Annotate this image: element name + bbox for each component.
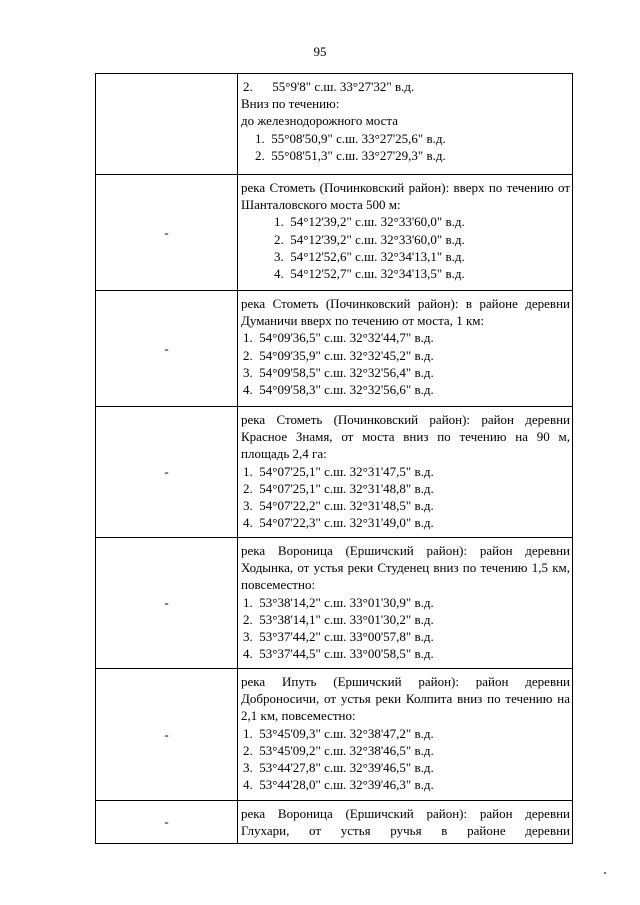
- row-description: река Стометь (Починковский район): в районе деревни Думаничи вверх по течению от моста, 1 км:: [241, 296, 570, 329]
- row-content-cell: [238, 801, 573, 844]
- coordinate-line: 4. 54°12'52,7" с.ш. 32°34'13,5" в.д.: [274, 266, 465, 282]
- coordinate-line: 1. 54°07'25,1" с.ш. 32°31'47,5" в.д.: [243, 463, 434, 479]
- table-row: [96, 538, 573, 669]
- row-marker-cell: [96, 74, 238, 175]
- row-marker-cell: -: [96, 175, 238, 291]
- coordinate-line: 1. 54°12'39,2" с.ш. 32°33'60,0" в.д.: [274, 214, 465, 230]
- row-text-line: до железнодорожного моста: [241, 113, 398, 129]
- row-content-cell: [238, 407, 573, 538]
- row-marker-cell: -: [96, 291, 238, 407]
- coordinate-line: 2. 54°12'39,2" с.ш. 32°33'60,0" в.д.: [274, 231, 465, 247]
- table-row: [96, 74, 573, 175]
- row-description: река Вороница (Ершичский район): район деревни Ходынка, от устья реки Студенец вниз по течению 1,5 км, повсеместно:: [241, 543, 570, 593]
- coordinate-line: 3. 54°07'22,2" с.ш. 32°31'48,5" в.д.: [243, 498, 434, 514]
- row-content-cell: [238, 291, 573, 407]
- coordinate-line: 3. 54°09'58,5" с.ш. 32°32'56,4" в.д.: [243, 364, 434, 380]
- row-text-line: Вниз по течению:: [241, 96, 340, 112]
- coordinate-line: 2. 53°45'09,2" с.ш. 32°38'46,5" в.д.: [243, 742, 434, 758]
- table-row: [96, 669, 573, 801]
- row-description: река Стометь (Починковский район): район деревни Красное Знамя, от моста вниз по течению на 90 м, площадь 2,4 га:: [241, 412, 570, 462]
- table-row: [96, 291, 573, 407]
- row-marker-cell: -: [96, 407, 238, 538]
- coordinate-line: 2. 53°38'14,1" с.ш. 33°01'30,2" в.д.: [243, 611, 434, 627]
- coordinate-line: 3. 53°44'27,8" с.ш. 32°39'46,5" в.д.: [243, 760, 434, 776]
- row-content-cell: [238, 538, 573, 669]
- row-description: река Стометь (Починковский район): вверх по течению от Шанталовского моста 500 м:: [241, 180, 570, 213]
- coordinate-line: 3. 54°12'52,6" с.ш. 32°34'13,1" в.д.: [274, 248, 465, 264]
- row-description: река Вороница (Ершичский район): район деревни Глухари, от устья ручья в районе деревни: [241, 806, 570, 839]
- row-marker-cell: -: [96, 669, 238, 801]
- row-marker-cell: -: [96, 801, 238, 844]
- coordinate-line: 4. 54°09'58,3" с.ш. 32°32'56,6" в.д.: [243, 382, 434, 398]
- row-content-cell: [238, 74, 573, 175]
- coordinate-line: 1. 55°08'50,9" с.ш. 33°27'25,6" в.д.: [255, 130, 446, 146]
- coordinate-line: 1. 53°38'14,2" с.ш. 33°01'30,9" в.д.: [243, 594, 434, 610]
- row-content-cell: [238, 669, 573, 801]
- row-content-cell: [238, 175, 573, 291]
- coordinate-line: 2. 54°09'35,9" с.ш. 32°32'45,2" в.д.: [243, 347, 434, 363]
- coordinate-line: 1. 54°09'36,5" с.ш. 32°32'44,7" в.д.: [243, 330, 434, 346]
- row-description: река Ипуть (Ершичский район): район деревни Доброносичи, от устья реки Колпита вниз по течению на 2,1 км, повсеместно:: [241, 674, 570, 724]
- coordinates-table: [95, 73, 573, 844]
- coordinate-line: 2. 54°07'25,1" с.ш. 32°31'48,8" в.д.: [243, 480, 434, 496]
- table-row: [96, 801, 573, 844]
- coordinate-line: 2. 55°08'51,3" с.ш. 33°27'29,3" в.д.: [255, 147, 446, 163]
- coordinate-line: 4. 53°37'44,5" с.ш. 33°00'58,5" в.д.: [243, 646, 434, 662]
- scan-speck: [604, 872, 606, 874]
- row-marker-cell: -: [96, 538, 238, 669]
- table-row: [96, 407, 573, 538]
- coordinate-line: 2. 55°9'8" с.ш. 33°27'32" в.д.: [243, 79, 415, 94]
- coordinate-line: 1. 53°45'09,3" с.ш. 32°38'47,2" в.д.: [243, 725, 434, 741]
- coordinate-line: 3. 53°37'44,2" с.ш. 33°00'57,8" в.д.: [243, 629, 434, 645]
- page-number: 95: [313, 44, 327, 59]
- table-row: [96, 175, 573, 291]
- coordinate-line: 4. 53°44'28,0" с.ш. 32°39'46,3" в.д.: [243, 777, 434, 793]
- coordinate-line: 4. 54°07'22,3" с.ш. 32°31'49,0" в.д.: [243, 515, 434, 531]
